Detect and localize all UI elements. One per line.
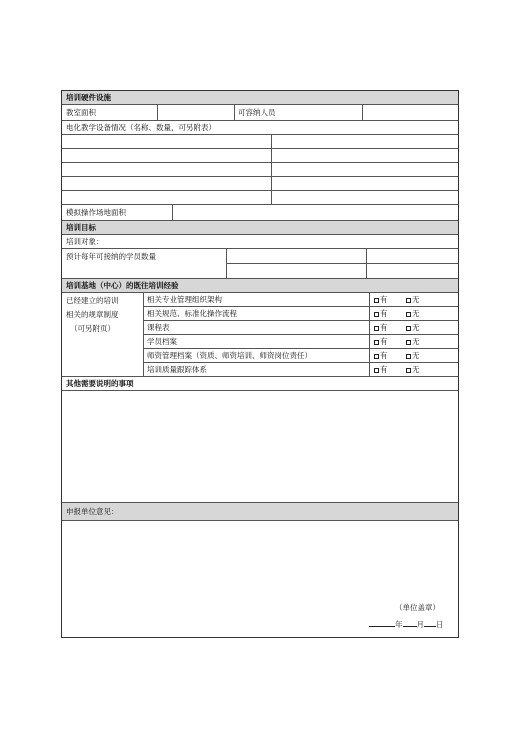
checkbox-icon[interactable] [374,340,379,345]
target-label: 培训对象： [66,237,104,246]
experience-item-row [144,307,458,321]
annual-students-row [62,249,458,279]
section-header-experience [62,279,458,293]
checkbox-icon[interactable] [406,312,411,317]
day-label: 日 [436,620,444,629]
annual-students-field[interactable] [227,249,459,278]
section-header-hardware [62,91,458,105]
no-option[interactable]: 无 [406,309,420,319]
section-header-opinion [62,503,458,521]
no-option[interactable]: 无 [406,323,420,333]
opinion-area[interactable] [62,521,458,637]
checkbox-icon[interactable] [374,326,379,331]
section-title-experience: 培训基地（中心）的既往培训经验 [66,281,179,290]
classroom-row [62,105,458,121]
year-blank[interactable] [369,618,395,627]
equipment-label: 电化教学设备情况（名称、数量，可另附表） [66,123,216,132]
equipment-grid-row[interactable] [62,163,458,177]
section-title-opinion: 申报单位意见： [66,507,119,516]
experience-block [62,293,458,377]
yes-option[interactable]: 有 [374,323,388,333]
section-title-hardware: 培训硬件设施 [66,93,111,102]
annual-students-label: 预计每年可接纳的学员数量 [66,252,156,261]
checkbox-icon[interactable] [374,368,379,373]
yes-option[interactable]: 有 [374,365,388,375]
experience-item-label: 相关规范、标准化操作流程 [147,309,237,318]
yes-option[interactable]: 有 [374,309,388,319]
experience-item-label: 课程表 [147,323,170,332]
equipment-grid-row[interactable] [62,149,458,163]
checkbox-icon[interactable] [406,298,411,303]
checkbox-icon[interactable] [406,326,411,331]
equipment-grid-row[interactable] [62,177,458,191]
classroom-area-label: 教室面积 [66,108,96,117]
rules-label-line: （可另附页） [70,324,115,333]
yes-option[interactable]: 有 [374,295,388,305]
equipment-grid-row[interactable] [62,135,458,149]
checkbox-icon[interactable] [406,354,411,359]
year-label: 年 [395,620,403,629]
sim-area-label: 模拟操作场地面积 [66,208,126,217]
sim-area-field[interactable] [173,205,459,220]
application-form [61,90,459,638]
capacity-field[interactable] [363,105,459,120]
no-option[interactable]: 无 [406,365,420,375]
checkbox-icon[interactable] [374,354,379,359]
no-option[interactable]: 无 [406,295,420,305]
experience-item-row [144,335,458,349]
checkbox-icon[interactable] [374,298,379,303]
no-option[interactable]: 无 [406,337,420,347]
target-row[interactable] [62,235,458,249]
experience-item-row [144,363,458,377]
section-title-other: 其他需要说明的事项 [66,379,134,388]
other-notes-area[interactable] [62,391,458,503]
checkbox-icon[interactable] [406,340,411,345]
yes-option[interactable]: 有 [374,337,388,347]
month-label: 月 [416,620,424,629]
section-header-other [62,377,458,391]
capacity-label: 可容纳人员 [238,108,276,117]
experience-item-row [144,321,458,335]
yes-option[interactable]: 有 [374,351,388,361]
rules-label-line: 相关的规章制度 [66,310,119,319]
experience-item-label: 相关专业管理组织架构 [147,295,222,304]
checkbox-icon[interactable] [374,312,379,317]
day-blank[interactable] [424,618,436,627]
equipment-grid-row[interactable] [62,191,458,205]
classroom-area-field[interactable] [158,105,234,120]
section-header-goals [62,221,458,235]
section-title-goals: 培训目标 [66,223,96,232]
experience-item-row [144,349,458,363]
date-line [369,618,444,630]
experience-item-label: 学员档案 [147,337,177,346]
sim-area-row [62,205,458,221]
checkbox-icon[interactable] [406,368,411,373]
divider [234,105,235,121]
month-blank[interactable] [403,618,417,627]
experience-item-label: 师资管理档案（资质、师资培训、师资岗位责任） [147,351,312,360]
equipment-row [62,121,458,135]
seal-label: （单位盖章） [395,603,440,612]
divider [271,135,272,205]
experience-item-row [144,293,458,307]
no-option[interactable]: 无 [406,351,420,361]
experience-item-label: 培训质量跟踪体系 [147,365,207,374]
rules-label-line: 已经建立的培训 [66,296,119,305]
